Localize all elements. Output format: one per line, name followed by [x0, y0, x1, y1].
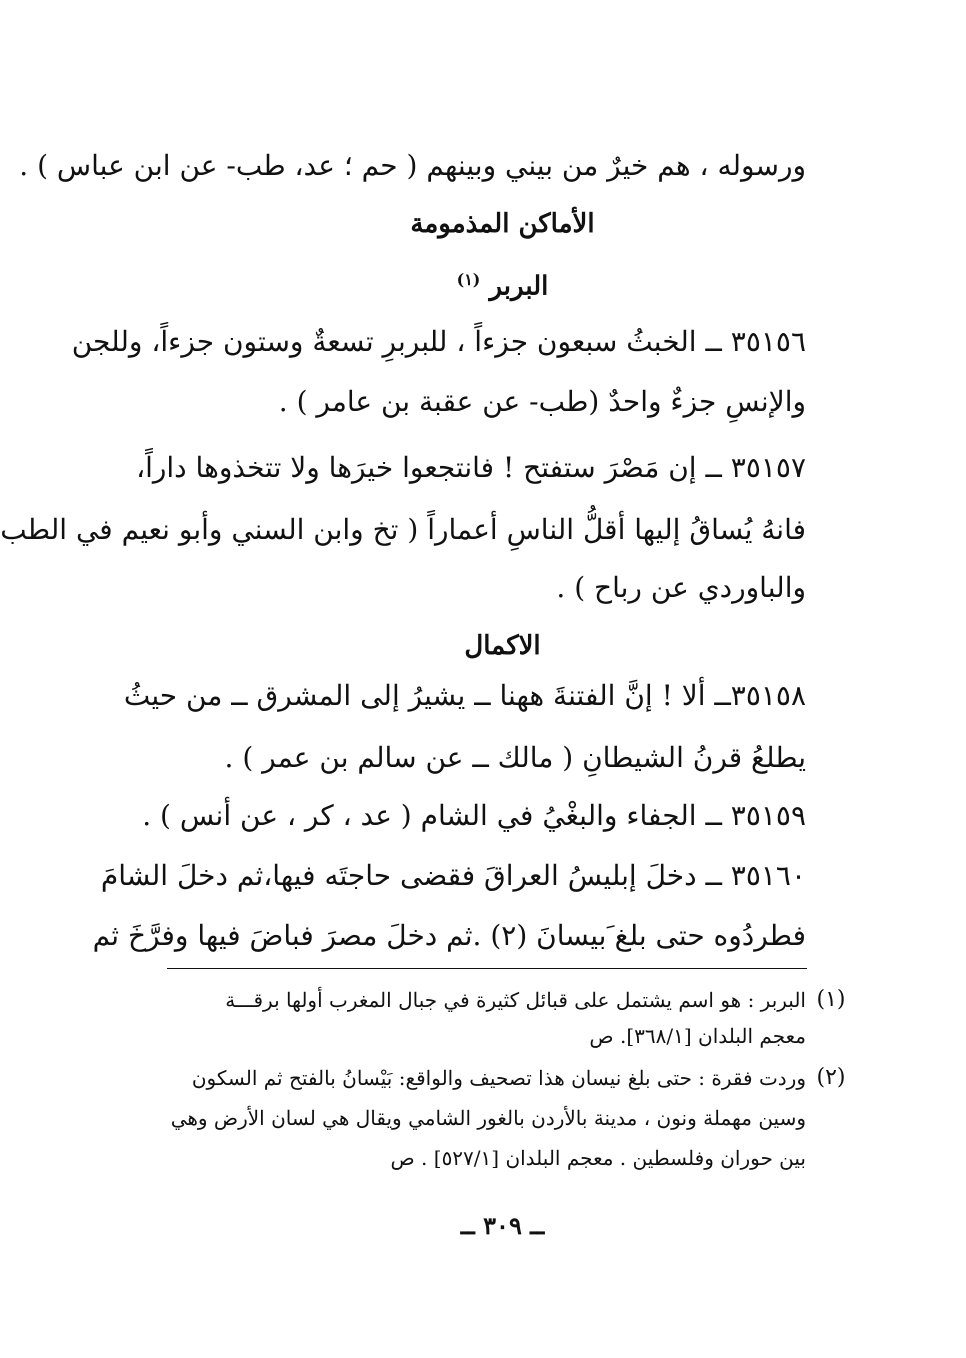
footnote-ref-1: (١): [456, 270, 481, 289]
hadith-35157-line-2: فانهُ يُساقُ إليها أقلُّ الناسِ أعماراً ( تخ وابن السني وأبو نعيم في الطب: [0, 513, 806, 546]
footnote-2-line-2: وسين مهملة ونون ، مدينة بالأردن بالغور الشامي ويقال هي لسان الأرض وهي: [170, 1106, 806, 1130]
hadith-35156-line-1: ٣٥١٥٦ ــ الخبثُ سبعون جزءاً ، للبربرِ تسعةٌ وستون جزءاً، وللجن: [71, 325, 806, 358]
hadith-35160-line-2: فطردُوه حتى بلغ َبيسانَ (٢) .ثم دخلَ مصرَ فباضَ فيها وفرَّخَ ثم: [92, 919, 806, 952]
hadith-35158-line-2: يطلعُ قرنُ الشيطانِ ( مالك ــ عن سالم بن عمر ) .: [224, 741, 806, 774]
hadith-35158-line-1: ٣٥١٥٨ــ ألا ! إنَّ الفتنةَ ههنا ــ يشيرُ إلى المشرق ــ من حيثُ: [123, 679, 806, 712]
section-heading-blameworthy-places: الأماكن المذمومة: [410, 209, 595, 239]
hadith-35157-line-3: والباوردي عن رباح ) .: [556, 571, 806, 604]
hadith-35159: ٣٥١٥٩ ــ الجفاء والبغْيُ في الشام ( عد ، كر ، عن أنس ) .: [142, 799, 806, 832]
footnote-2-number: (٢): [816, 1065, 846, 1090]
page-number: ــ ٣٠٩ ــ: [460, 1211, 545, 1240]
section-heading-ikmal: الاكمال: [464, 631, 541, 661]
hadith-35157-line-1: ٣٥١٥٧ ــ إن مَصْرَ ستفتح ! فانتجعوا خيرَها ولا تتخذوها داراً،: [136, 451, 806, 484]
footnote-1-number: (١): [816, 987, 846, 1012]
footnote-separator: [167, 968, 807, 969]
hadith-35156-line-2: والإنسِ جزءٌ واحدٌ (طب- عن عقبة بن عامر ) .: [278, 385, 806, 418]
subheading-berbers: [39, 262, 966, 305]
text-line-continuation: ورسوله ، هم خيرٌ من بيني وبينهم ( حم ؛ عد، طب- عن ابن عباس ) .: [19, 149, 806, 182]
footnote-2-line-3: بين حوران وفلسطين . معجم البلدان [٥٢٧/١] . ص: [390, 1146, 806, 1170]
footnote-1-line-2: معجم البلدان [٣٦٨/١]. ص: [589, 1024, 806, 1048]
hadith-35160-line-1: ٣٥١٦٠ ــ دخلَ إبليسُ العراقَ فقضى حاجتَه فيها،ثم دخلَ الشامَ: [100, 859, 806, 892]
footnote-2-line-1: وردت فقرة : حتى بلغ نيسان هذا تصحيف والواقع: بَيْسانُ بالفتح ثم السكون: [191, 1066, 806, 1090]
subheading-berbers-text: البربر: [489, 271, 549, 302]
footnote-1-line-1: البربر : هو اسم يشتمل على قبائل كثيرة في جبال المغرب أولها برقـــة: [225, 988, 806, 1012]
